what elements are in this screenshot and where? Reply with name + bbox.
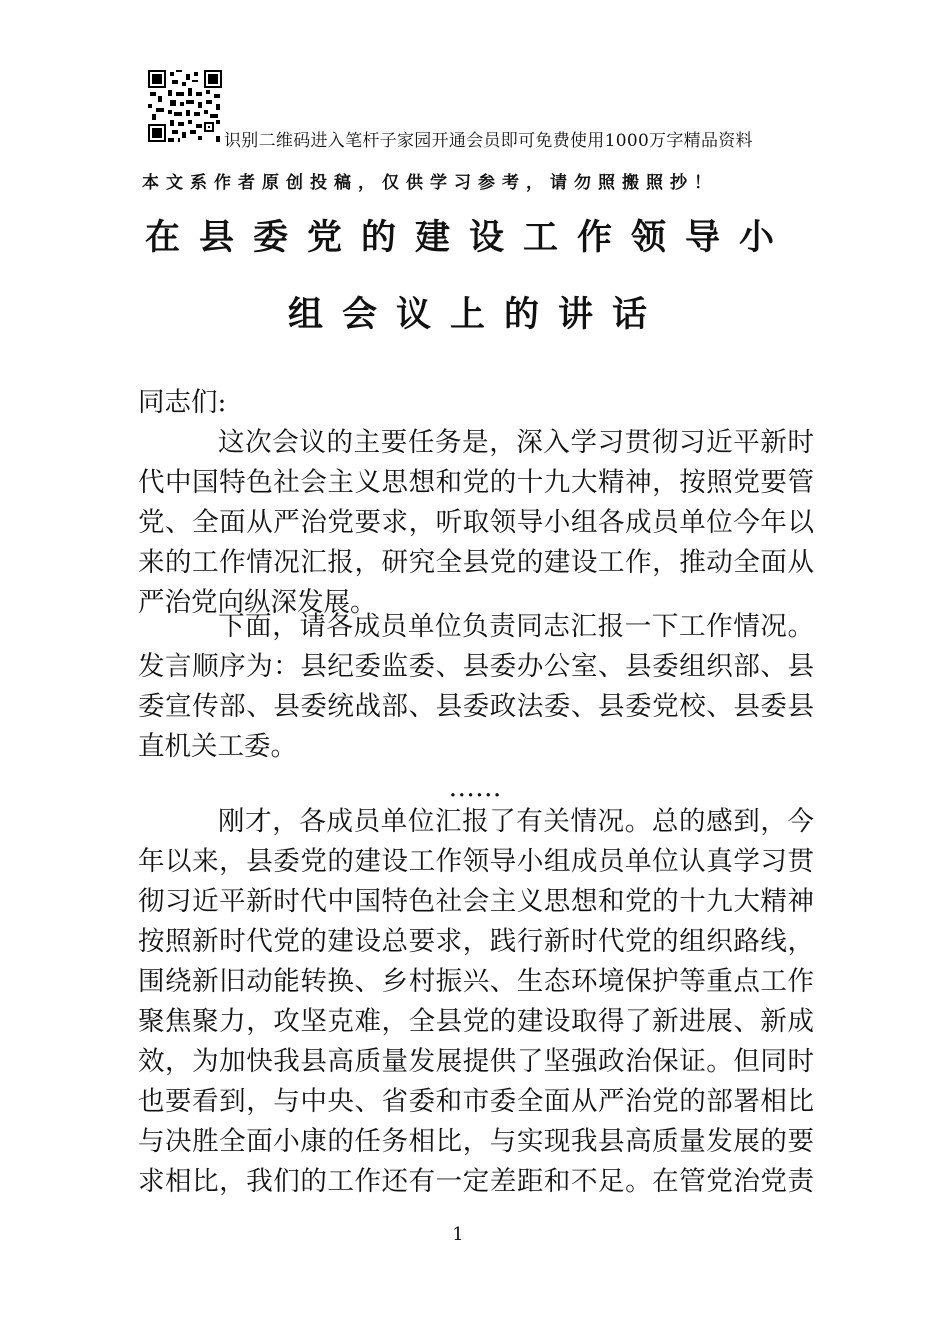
document-title-line-1: 在县委党的建设工作领导小 (144, 217, 793, 258)
paragraph-3 (138, 802, 814, 1202)
text-line: 委宣传部、县委统战部、县委政法委、县委党校、县委县 (138, 691, 814, 722)
qr-caption: 识别二维码进入笔杆子家园开通会员即可免费使用1000万字精品资料 (224, 131, 753, 151)
text-line: 求相比，我们的工作还有一定差距和不足。在管党治党责 (138, 1166, 814, 1197)
text-line: 聚焦聚力，攻坚克难，全县党的建设取得了新进展、新成 (138, 1006, 814, 1037)
qr-code (148, 70, 222, 142)
text-line: 按照新时代党的建设总要求，践行新时代党的组织路线， (138, 926, 814, 957)
text-line: 围绕新旧动能转换、乡村振兴、生态环境保护等重点工作 (138, 966, 814, 997)
salutation: 同志们: (138, 387, 227, 418)
page-number: 1 (452, 1224, 464, 1245)
text-line: 发言顺序为：县纪委监委、县委办公室、县委组织部、县 (138, 651, 814, 682)
text-line: 与决胜全面小康的任务相比，与实现我县高质量发展的要 (138, 1126, 814, 1157)
text-line: 下面，请各成员单位负责同志汇报一下工作情况。 (218, 611, 814, 642)
ellipsis-separator: …… (448, 772, 502, 803)
text-line: 效，为加快我县高质量发展提供了坚强政治保证。但同时 (138, 1046, 814, 1077)
text-line: 年以来，县委党的建设工作领导小组成员单位认真学习贯 (138, 846, 814, 877)
text-line: 代中国特色社会主义思想和党的十九大精神，按照党要管 (138, 467, 814, 498)
paragraph-1 (138, 423, 814, 623)
document-title-line-2: 组会议上的讲话 (287, 294, 666, 335)
text-line: 刚才，各成员单位汇报了有关情况。总的感到，今 (218, 806, 814, 837)
text-line: 严治党向纵深发展。 (138, 587, 377, 618)
text-line: 来的工作情况汇报，研究全县党的建设工作，推动全面从 (138, 547, 814, 578)
text-line: 直机关工委。 (138, 731, 297, 762)
text-line: 这次会议的主要任务是，深入学习贯彻习近平新时 (218, 427, 814, 458)
paragraph-2 (138, 607, 814, 767)
copyright-notice: 本文系作者原创投稿，仅供学习参考，请勿照搬照抄！ (142, 173, 718, 193)
text-line: 党、全面从严治党要求，听取领导小组各成员单位今年以 (138, 507, 814, 538)
text-line: 也要看到，与中央、省委和市委全面从严治党的部署相比 (138, 1086, 814, 1117)
text-line: 彻习近平新时代中国特色社会主义思想和党的十九大精神 (138, 886, 814, 917)
